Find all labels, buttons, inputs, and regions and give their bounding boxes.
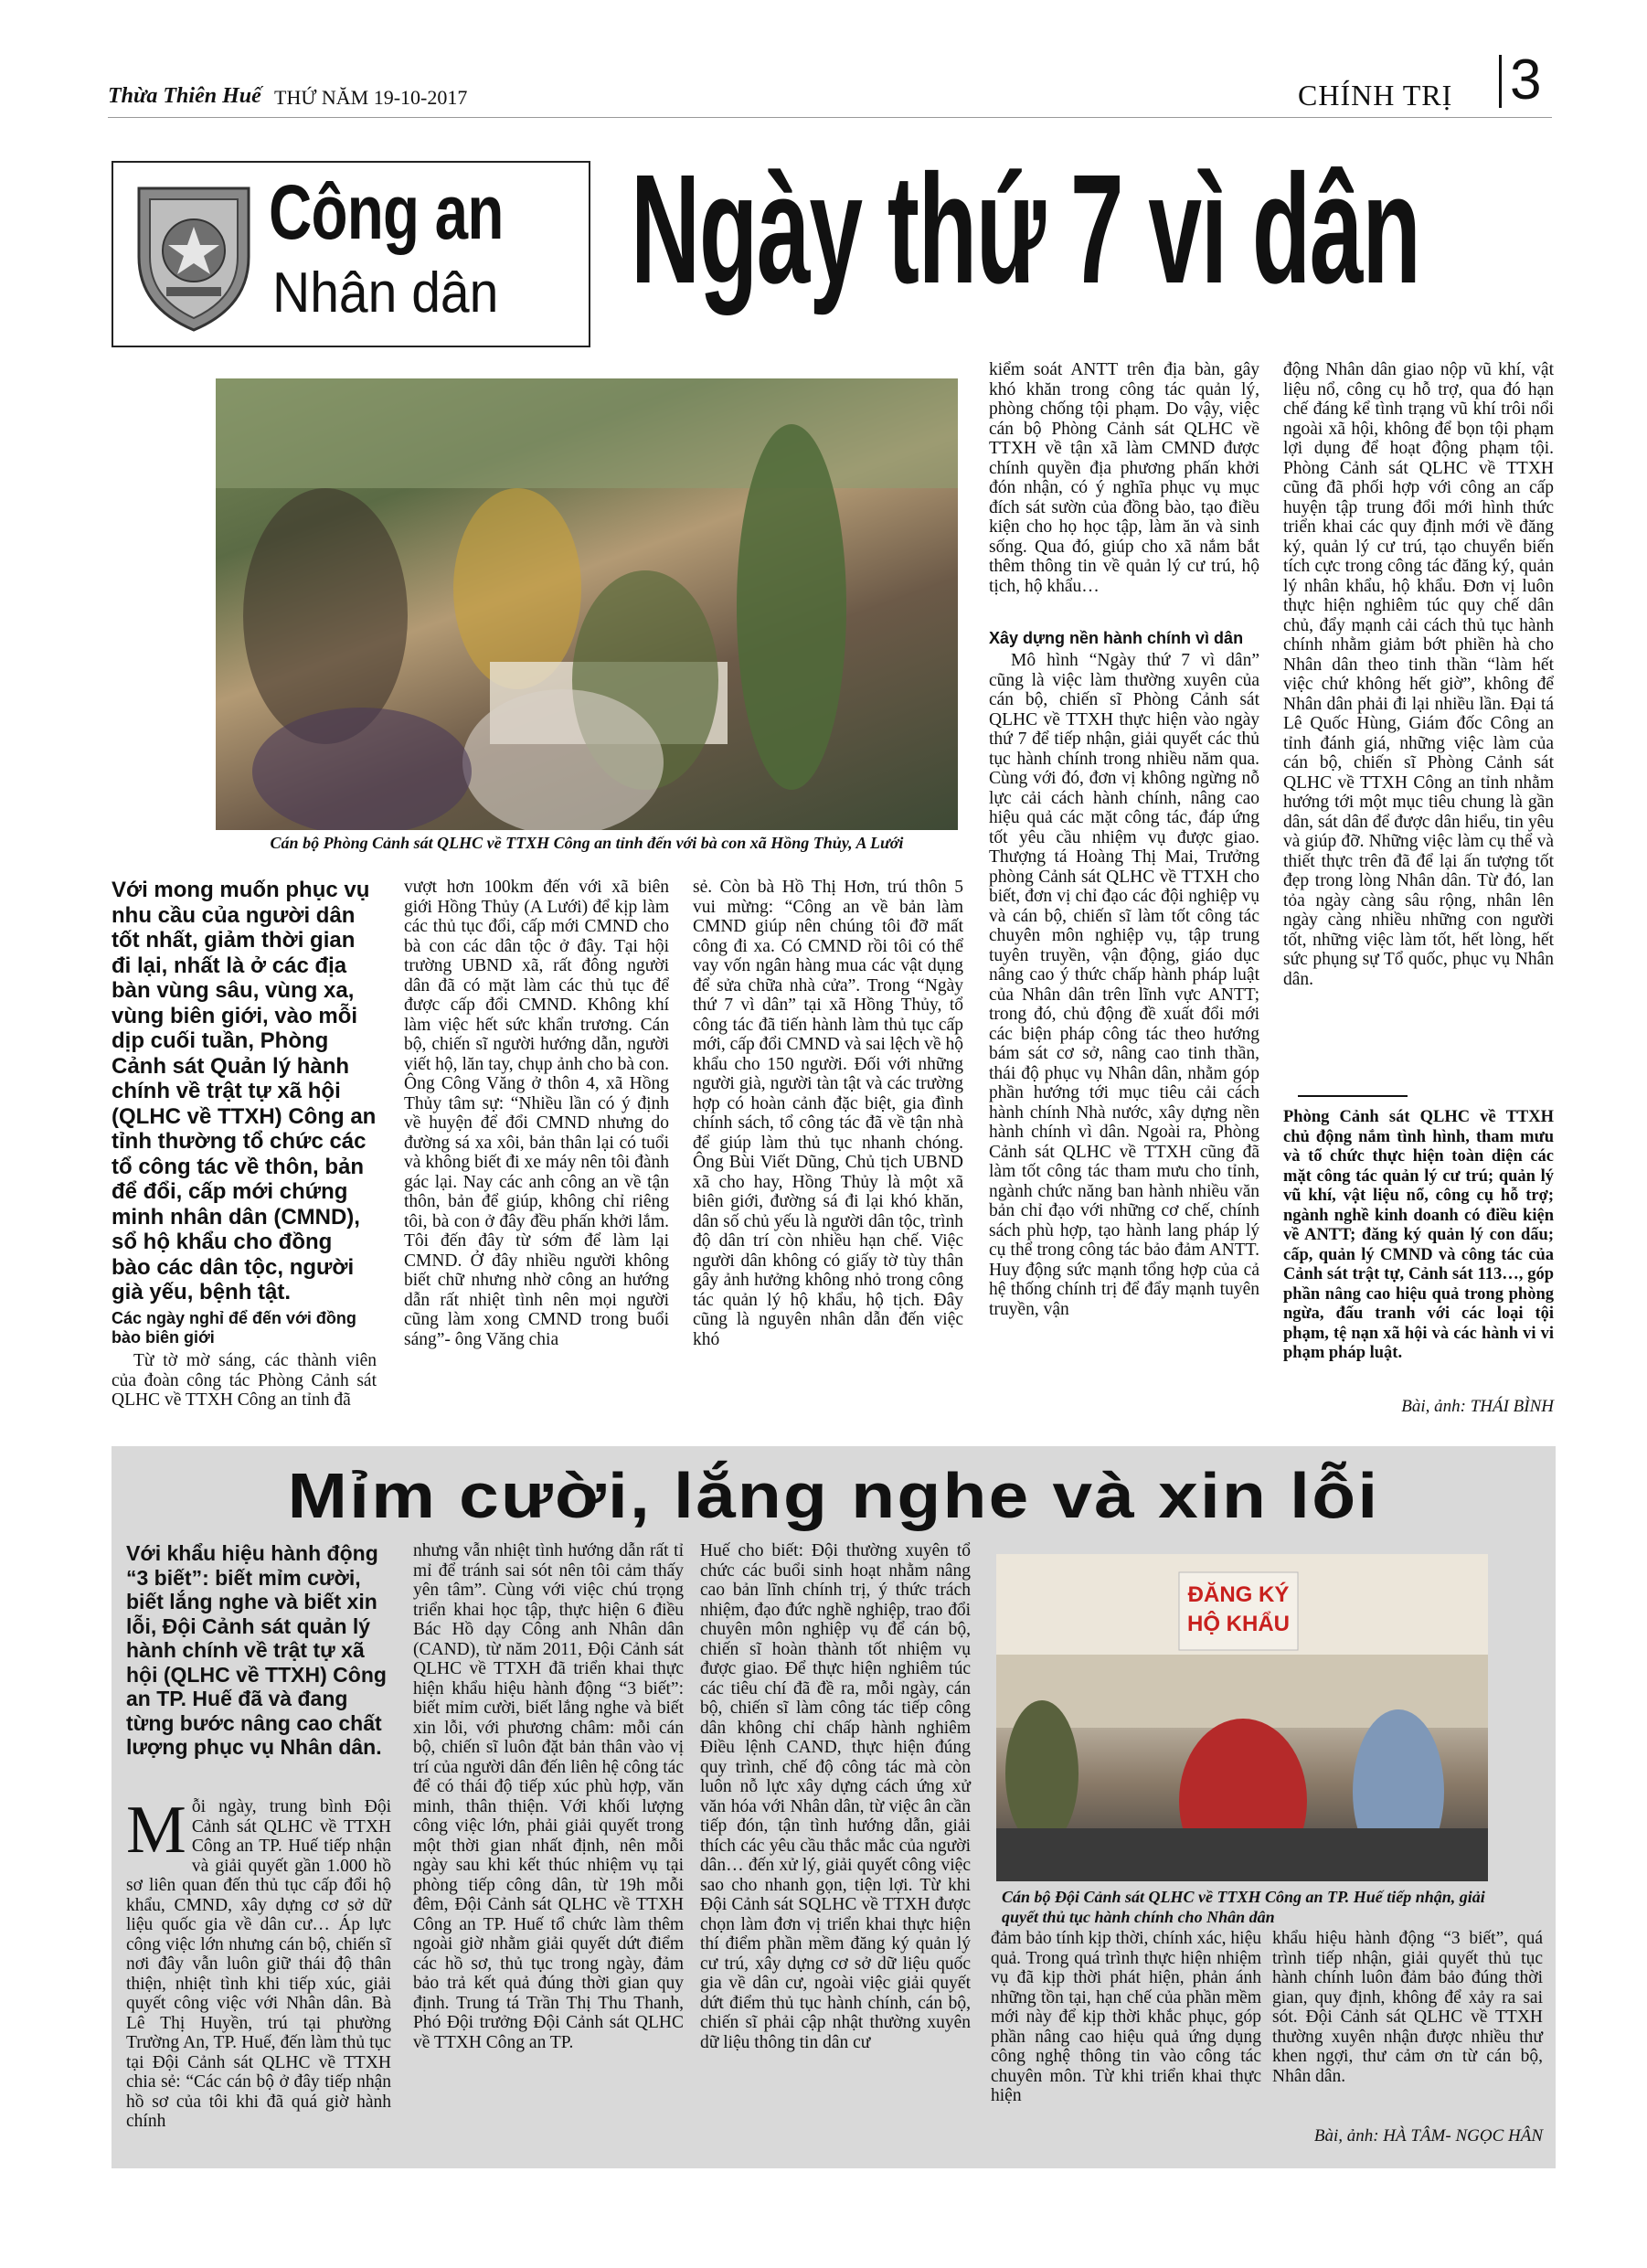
article2-column-1-text: ỗi ngày, trung bình Đội Cảnh sát QLHC về TTXH Công an TP. Huế tiếp nhận và giải quyết gần 1.000 hồ sơ liên quan đến thủ tục cấp đổi hộ khẩu, CMND, xây dựng cơ sở dữ liệu quốc gia về dân cư… Áp lực công việc lớn nhưng cán bộ, chiến sĩ nơi đây vẫn luôn giữ thái độ thân thiện, nhiệt tình khi tiếp xúc, giải quyết công việc với Nhân dân. Bà Lê Thị Huyền, trú tại phường Trường An, TP. Huế, đến làm thủ tục tại Đội Cảnh sát QLHC về TTXH chia sẻ: “Các cán bộ ở đây tiếp nhận hồ sơ của tôi khi đã quá giờ hành chính — [126, 1797, 391, 2131]
page-number: 3 — [1510, 48, 1542, 112]
section-title: CHÍNH TRỊ — [1298, 79, 1453, 112]
photo-sign-text: ĐĂNG KÝ — [1187, 1582, 1290, 1607]
article2-column-5 — [1272, 1929, 1543, 2086]
article2-column-4 — [991, 1929, 1261, 2106]
article2-column-1 — [126, 1793, 391, 2132]
header-rule — [108, 117, 1552, 118]
box-divider — [1298, 1095, 1408, 1097]
article1-column-4b — [989, 651, 1259, 1319]
article2-column-5-text: khẩu hiệu hành động “3 biết”, quá trình tiếp nhận, giải quyết thủ tục hành chính luôn đảm bảo đúng thời gian, quy định, không để xảy ra sai sót. Đội Cảnh sát QLHC về TTXH thường xuyên nhận được nhiều thư khen ngợi, thư cảm ơn từ cán bộ, Nhân dân. — [1272, 1929, 1543, 2086]
article1-photo — [216, 378, 958, 830]
article1-column-3 — [693, 878, 963, 1349]
article2-byline: Bài, ảnh: HÀ TÂM- NGỌC HÂN — [1313, 2126, 1543, 2146]
header-divider — [1499, 55, 1502, 108]
svg-text:HỘ KHẨU: HỘ KHẨU — [1187, 1612, 1290, 1636]
article2-photo-caption: Cán bộ Đội Cảnh sát QLHC về TTXH Công an TP. Huế tiếp nhận, giải quyết thủ tục hành chính cho Nhân dân — [1002, 1888, 1485, 1926]
article2-headline: Mỉm cười, lắng nghe và xin lỗi — [287, 1460, 1380, 1531]
article2-column-2-text: nhưng vẫn nhiệt tình hướng dẫn rất tỉ mỉ để tránh sai sót nên tôi cảm thấy yên tâm”. Cùng với việc chú trọng triển khai học tập, thực hiện 6 điều Bác Hồ dạy Công anh Nhân dân (CAND), từ năm 2011, Đội Cảnh sát QLHC về TTXH đã triển khai thực hiện khẩu hiệu hành động “3 biết”: biết mỉm cười, biết lắng nghe và biết xin lỗi, với phương châm: mỗi cán bộ, chiến sĩ luôn đặt bản thân vào vị trí của người dân đến liên hệ công tác để có thái độ tiếp xúc phù hợp, văn minh, thân thiện. Với khối lượng công việc lớn, phải giải quyết trong một thời gian nhất định, nên mỗi ngày sau khi kết thúc nhiệm vụ tại phòng tiếp công dân, từ 19h mỗi đêm, Đội Cảnh sát QLHC về TTXH Công an TP. Huế tổ chức làm thêm ngoài giờ nhằm giải quyết dứt điểm các hồ sơ, thủ tục trong ngày, đảm bảo trả kết quả đúng thời gian quy định. Trung tá Trần Thị Thu Thanh, Phó Đội trưởng Đội Cảnh sát QLHC về TTXH Công an TP. — [413, 1541, 684, 2052]
article1-column-4 — [989, 360, 1259, 596]
logo-text-cong-an: Công an — [269, 169, 504, 255]
article1-column-3-text: sẻ. Còn bà Hồ Thị Hơn, trú thôn 5 vui mừng: “Công an về bản làm CMND giúp nên chúng tôi đỡ mất công đi xa. Có CMND rồi tôi có thể vay vốn ngân hàng mua các vật dụng để sửa chữa nhà cửa”. Trong “Ngày thứ 7 vì dân” tại xã Hồng Thủy, tổ công tác đã tiến hành làm thủ tục cấp mới, cấp đổi CMND và sai lệch về hộ khẩu cho 150 người. Đối với những người già, người tàn tật và các trường hợp có hoàn cảnh đặc biệt, gia đình chính sách, tổ công tác đã về tận nhà để giúp làm thủ tục nhanh chóng. Ông Bùi Viết Dũng, Chủ tịch UBND xã cho hay, Hồng Thủy là một xã biên giới, đường sá đi lại khó khăn, dân số chủ yếu là người dân tộc, trình độ dân trí còn nhiều hạn chế. Việc người dân không có giấy tờ tùy thân gây ảnh hưởng không nhỏ trong công tác quản lý hộ khẩu, hộ tịch. Đây cũng là nguyên nhân dẫn đến việc khó — [693, 878, 963, 1349]
article2-lead: Với khẩu hiệu hành động “3 biết”: biết mỉm cười, biết lắng nghe và biết xin lỗi, Đội Cảnh sát quản lý hành chính về trật tự xã hội (QLHC về TTXH) Công an TP. Huế đã và đang từng bước nâng cao chất lượng phục vụ Nhân dân. — [126, 1541, 387, 1759]
article2-column-2 — [413, 1541, 684, 2052]
drop-cap: M — [126, 1793, 186, 1868]
article1-headline: Ngày thứ 7 vì dân — [631, 143, 1420, 316]
article1-subhead-1: Các ngày nghỉ để đến với đồng bào biên giới — [112, 1309, 356, 1347]
article1-column-1-text: Từ tờ mờ sáng, các thành viên của đoàn công tác Phòng Cảnh sát QLHC về TTXH Công an tỉnh đã — [112, 1351, 377, 1410]
article1-column-1 — [112, 1351, 377, 1411]
article1-lead: Với mong muốn phục vụ nhu cầu của người dân tốt nhất, giảm thời gian đi lại, nhất là ở các địa bàn vùng sâu, vùng xa, vùng biên giới, vào mỗi dịp cuối tuần, Phòng Cảnh sát Quản lý hành chính về trật tự xã hội (QLHC về TTXH) Công an tỉnh thường tổ chức các tổ công tác về thôn, bản để đổi, cấp mới chứng minh nhân dân (CMND), sổ hộ khẩu cho đồng bào các dân tộc, người già yếu, bệnh tật. — [112, 878, 377, 1304]
article1-byline: Bài, ảnh: THÁI BÌNH — [1401, 1397, 1554, 1416]
logo-text-nhan-dan: Nhân dân — [272, 261, 499, 325]
article1-photo-caption: Cán bộ Phòng Cảnh sát QLHC về TTXH Công an tỉnh đến với bà con xã Hồng Thủy, A Lưới — [270, 834, 904, 852]
article1-subhead-2: Xây dựng nền hành chính vì dân — [989, 629, 1244, 647]
paper-name: Thừa Thiên Huế — [108, 84, 261, 108]
article1-column-2 — [404, 878, 669, 1349]
issue-date: THỨ NĂM 19-10-2017 — [274, 86, 468, 109]
article1-column-2-text: vượt hơn 100km đến với xã biên giới Hồng Thủy (A Lưới) để kịp làm các thủ tục đổi, cấp mới CMND cho bà con các dân tộc ở đây. Tại hội trường UBND xã, rất đông người dân đã có mặt làm các thủ tục để được cấp đổi CMND. Không khí làm việc hết sức khẩn trương. Cán bộ, chiến sĩ người hướng dẫn, người viết hộ, lăn tay, chụp ảnh cho bà con. Ông Công Văng ở thôn 4, xã Hồng Thủy tâm sự: “Nhiều lần có ý định về huyện để đổi CMND nhưng do đường sá xa xôi, bản thân lại có tuổi và không biết đi xe máy nên tôi đành gác lại. Nay các anh công an về tận thôn, bản để giúp, không chỉ riêng tôi, bà con ở đây đều phấn khởi lắm. Tôi đến đây từ sớm để làm lại CMND. Ở đây nhiều người không biết chữ nhưng nhờ công an hướng dẫn rất nhiệt tình nên mọi người cũng làm xong CMND trong buổi sáng”- ông Văng chia — [404, 878, 669, 1349]
article1-column-5-text: động Nhân dân giao nộp vũ khí, vật liệu nổ, công cụ hỗ trợ, qua đó hạn chế đáng kể tình trạng vũ khí trôi nổi ngoài xã hội, không để bọn tội phạm lợi dụng để hoạt động phạm tội. Phòng Cảnh sát QLHC về TTXH cũng đã phối hợp với công an cấp huyện tập trung đổi mới hình thức triển khai các quy định mới về đăng ký, quản lý cư trú, tạo chuyển biến tích cực trong công tác đăng ký, quản lý nhân khẩu, hộ khẩu. Đơn vị luôn thực hiện nghiêm túc quy chế dân chủ, đẩy mạnh cải cách thủ tục hành chính nhằm giảm bớt phiền hà cho Nhân dân theo tinh thần “làm hết việc chứ không hết giờ”, không để Nhân dân phải đi lại nhiều lần. Đại tá Lê Quốc Hùng, Giám đốc Công an tỉnh đánh giá, những việc làm của cán bộ, chiến sĩ Phòng Cảnh sát QLHC về TTXH Công an tỉnh nhằm hướng tới một mục tiêu chung là gần dân, sát dân để được dân hiểu, tin yêu và giúp đỡ. Những việc làm cụ thể và thiết thực trên đã để lại ấn tượng tốt đẹp trong lòng Nhân dân. Từ đó, lan tỏa ngày càng sâu rộng, nhân lên ngày càng nhiều những con người tốt, những việc làm tốt, hết lòng, hết sức phụng sự Tổ quốc, phục vụ Nhân dân. — [1283, 360, 1554, 989]
article1-info-box: Phòng Cảnh sát QLHC về TTXH chủ động nắm tình hình, tham mưu và tổ chức thực hiện toàn diện các mặt công tác quản lý cư trú; quản lý vũ khí, vật liệu nổ, công cụ hỗ trợ; ngành nghề kinh doanh có điều kiện về ANTT; đăng ký quản lý con dấu; cấp, quản lý CMND và công tác của Cảnh sát trật tự, Cảnh sát 113…, góp phần nâng cao hiệu quả trong phòng ngừa, đấu tranh với các loại tội phạm, tệ nạn xã hội và các hành vi vi phạm pháp luật. — [1283, 1108, 1554, 1362]
article2-column-3-text: Huế cho biết: Đội thường xuyên tổ chức các buổi sinh hoạt nhằm nâng cao bản lĩnh chính trị, ý thức trách nhiệm, đạo đức nghề nghiệp, trao đổi chuyên môn nghiệp vụ để cán bộ, chiến sĩ hoàn thành tốt nhiệm vụ được giao. Để thực hiện nghiêm túc các tiêu chí đã đề ra, mỗi ngày, cán bộ, chiến sĩ làm công tác tiếp công dân không chỉ chấp hành nghiêm Điều lệnh CAND, thực hiện đúng quy trình, chế độ công tác mà còn luôn nỗ lực xây dựng cách ứng xử văn hóa với Nhân dân, từ việc ân cần tiếp đón, tận tình hướng dẫn, giải thích các yêu cầu thắc mắc của người dân… đến xử lý, giải quyết công việc sao cho nhanh gọn, tiện lợi. Từ khi Đội Cảnh sát SQLHC về TTXH được chọn làm đơn vị triển khai thực hiện thí điểm phần mềm đăng ký quản lý cư trú, xây dựng cơ sở dữ liệu quốc gia về dân cư, ngoài việc giải quyết dứt điểm thủ tục hành chính, cán bộ, chiến sĩ phải cập nhật thường xuyên dữ liệu thông tin dân cư — [700, 1541, 971, 2052]
article1-column-4b-text: Mô hình “Ngày thứ 7 vì dân” cũng là việc làm thường xuyên của cán bộ, chiến sĩ Phòng Cảnh sát QLHC về TTXH thực hiện vào ngày thứ 7 để tiếp nhận, giải quyết các thủ tục hành chính trong nhiều năm qua. Cùng với đó, đơn vị không ngừng nỗ lực cải cách hành chính, nâng cao hiệu quả các mặt công tác, đáp ứng tốt yêu cầu nhiệm vụ được giao. Thượng tá Hoàng Thị Mai, Trưởng phòng Cảnh sát QLHC về TTXH cho biết, đơn vị chỉ đạo các đội nghiệp vụ và cán bộ, chiến sĩ làm tốt công tác chuyên môn nghiệp vụ, tập trung tuyên truyền, vận động, giáo dục nâng cao ý thức chấp hành pháp luật của Nhân dân trên lĩnh vực ANTT; trong đó, chủ động đề xuất đổi mới các biện pháp công tác theo hướng bám sát cơ sở, nâng cao tinh thần, thái độ phục vụ Nhân dân, nhằm góp phần hướng tới mục tiêu cải cách hành chính Nhà nước, xây dựng nền hành chính vì dân. Ngoài ra, Phòng Cảnh sát QLHC về TTXH cũng đã làm tốt công tác tham mưu cho tỉnh, ngành chức năng ban hành nhiều văn bản chỉ đạo với những cơ chế, chính sách phù hợp, tạo hành lang pháp lý cụ thể trong công tác bảo đảm ANTT. Huy động sức mạnh tổng hợp của cả hệ thống chính trị để đẩy mạnh tuyên truyền, vận — [989, 651, 1259, 1319]
police-emblem-icon — [130, 170, 258, 335]
article1-column-4-text: kiểm soát ANTT trên địa bàn, gây khó khăn trong công tác quản lý, phòng chống tội phạm. Do vậy, việc cán bộ Phòng Cảnh sát QLHC về TTXH về tận xã làm CMND được chính quyền địa phương phấn khởi đón nhận, có ý nghĩa phục vụ mục đích sát sườn của đồng bào, tạo điều kiện cho họ học tập, làm ăn và sinh sống. Qua đó, giúp cho xã nắm bắt thêm thông tin về quản lý cư trú, hộ tịch, hộ khẩu… — [989, 360, 1259, 596]
article2-column-4-text: đảm bảo tính kịp thời, chính xác, hiệu quả. Trong quá trình thực hiện nhiệm vụ đã kịp thời phát hiện, phản ánh những tồn tại, hạn chế của phần mềm mới này để kịp thời khắc phục, góp phần nâng cao hiệu quả ứng dụng công nghệ thông tin vào công tác chuyên môn. Từ khi triển khai thực hiện — [991, 1929, 1261, 2105]
article2-photo — [996, 1554, 1488, 1881]
article2-column-3 — [700, 1541, 971, 2052]
article1-column-5 — [1283, 360, 1554, 989]
